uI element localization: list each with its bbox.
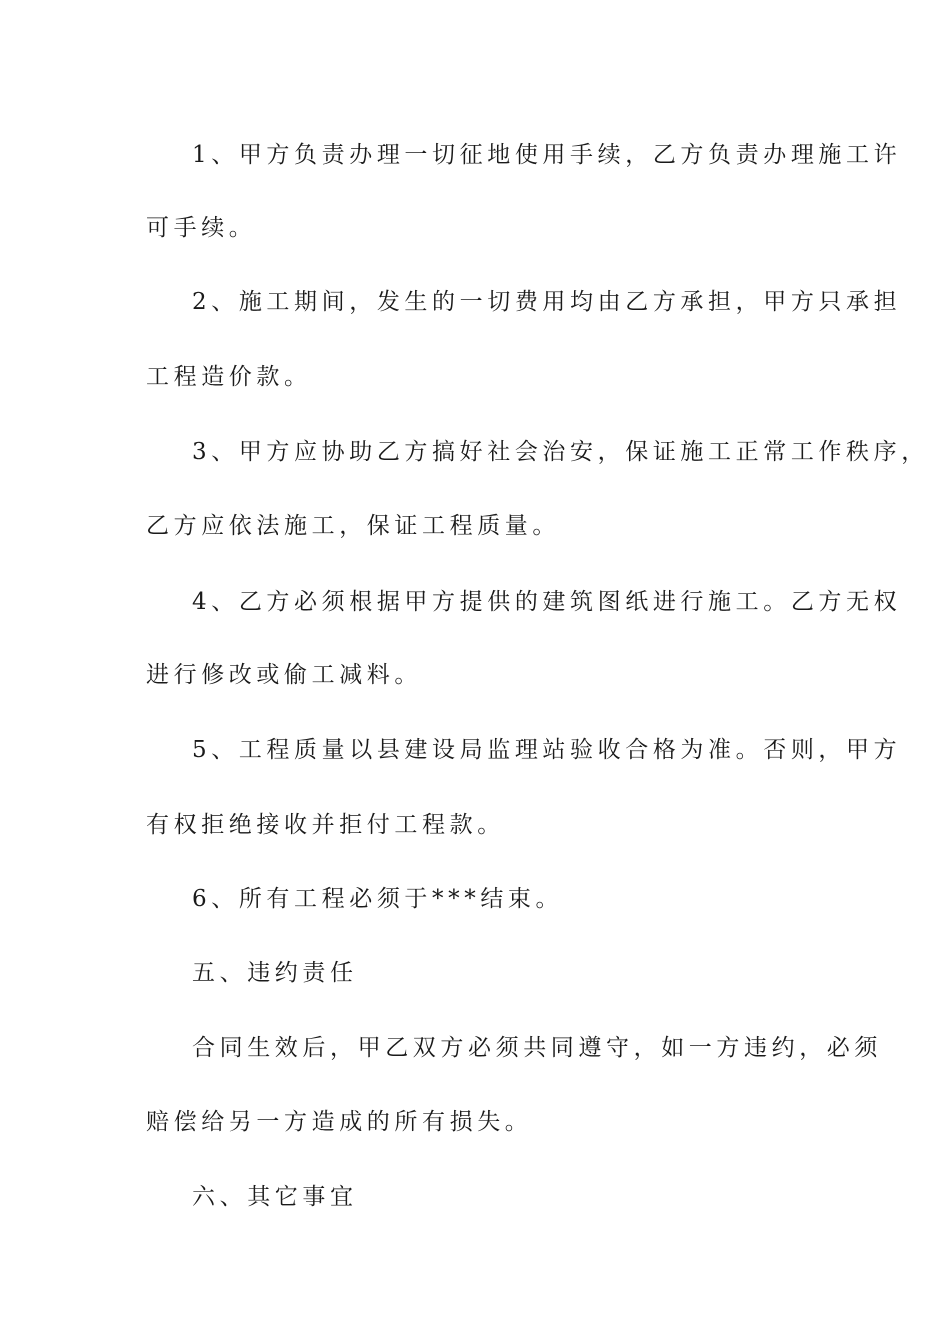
- clause-1-line-1: 1、甲方负责办理一切征地使用手续，乙方负责办理施工许: [192, 142, 902, 168]
- breach-paragraph-line-1: 合同生效后，甲乙双方必须共同遵守，如一方违约，必须: [192, 1035, 882, 1061]
- clause-6-line-1: 6、所有工程必须于***结束。: [192, 886, 564, 912]
- clause-2-line-1: 2、施工期间，发生的一切费用均由乙方承担，甲方只承担: [192, 289, 902, 315]
- clause-4-line-1: 4、乙方必须根据甲方提供的建筑图纸进行施工。乙方无权: [192, 589, 902, 615]
- clause-4-line-2: 进行修改或偷工减料。: [146, 662, 422, 688]
- clause-5-line-1: 5、工程质量以县建设局监理站验收合格为准。否则，甲方: [192, 737, 902, 763]
- section-heading-other-matters: 六、其它事宜: [192, 1184, 358, 1210]
- clause-3-line-2: 乙方应依法施工，保证工程质量。: [146, 513, 560, 539]
- breach-paragraph-line-2: 赔偿给另一方造成的所有损失。: [146, 1109, 533, 1135]
- clause-2-line-2: 工程造价款。: [146, 364, 312, 390]
- clause-3-line-1: 3、甲方应协助乙方搞好社会治安，保证施工正常工作秩序，: [192, 439, 929, 465]
- clause-1-line-2: 可手续。: [146, 215, 257, 241]
- section-heading-breach: 五、违约责任: [192, 960, 358, 986]
- clause-5-line-2: 有权拒绝接收并拒付工程款。: [146, 812, 505, 838]
